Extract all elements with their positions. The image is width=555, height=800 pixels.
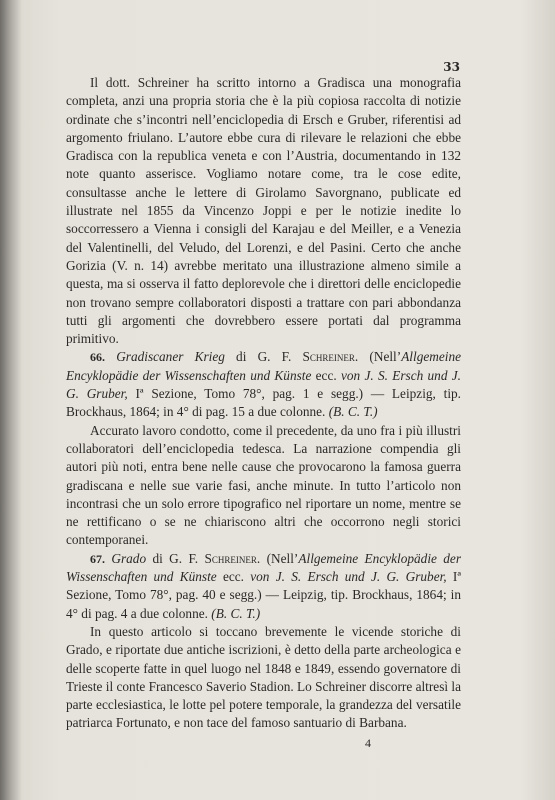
entry-after-author: . (Nell’ [354, 349, 402, 365]
entry-author-prefix: di G. F. [224, 349, 303, 365]
entry-library-sig: (B. C. T.) [328, 404, 378, 420]
entry-author: Schreiner [204, 550, 257, 566]
entry-work: Allgemeine Encyklopädie der Wissenschaften und Künste [66, 349, 461, 383]
signature-mark: 4 [365, 736, 371, 750]
entry-66-description: Accurato lavoro condotto, come il precedente, da uno fra i più illustri collaboratori dell’enciclopedia tedesca. La narrazione compendia gli autori più noti, entra bene nelle cause che provocarono la famosa guerra gradiscana e nelle sue varie fasi, anche minute. In tutto l’articolo non incontrasi che un solo errore tipografico nel riportare un nome, mentre se ne rettificano o se ne chiariscono altri che occorrono negli storici contemporanei. [66, 422, 461, 548]
paragraph-intro: Il dott. Schreiner ha scritto intorno a Gradisca una monografia completa, anzi una propria storia che è la più copiosa raccolta di notizie ordinate che s’incontri nell’enciclopedia di Ersch e Gruber, riferentisi ad argomento friulano. L’autore ebbe cura di rilevare le relazioni che ebbe Gradisca con la republica veneta e con l’Austria, documentando in 132 note quanto asserisce. Vogliamo notare come, tra le cose edite, consultasse anche le lettere di Girolamo Savorgnano, publicate ed illustrate nel 1855 da Vincenzo Joppi e per le notizie inedite lo soccorressero a Vienna i consigli del Karajau e del Meiller, e a Venezia del Valentinelli, del Veludo, del Lorenzi, e del Pasini. Certo che anche Gorizia (V. n. 14) avrebbe meritato una illustrazione almeno simile a questa, ma si osserva il fatto deplorevole che i direttori delle enciclopedie non trovano sempre collaboratori disposti a trattare con pari abbondanza tutti gli argomenti che dovrebbero essere portati dal programma primitivo. [66, 75, 461, 347]
entry-editors: von J. S. Ersch und J. G. Gruber, [66, 367, 461, 402]
entry-after-author: . (Nell’ [256, 550, 299, 566]
entry-number: 67. [90, 551, 105, 566]
entry-details: Iª Sezione, Tomo 78°, pag. 40 e segg.) — Leipzig, tip. Brockhaus, 1864; in 4° di pag. 4 a due colonne. [66, 569, 462, 621]
entry-work: Allgemeine Encyklopädie der Wissenschaften und Künste [66, 550, 462, 585]
entry-work-mid: ecc. [216, 569, 251, 585]
entry-details: Iª Sezione, Tomo 78°, pag. 1 e segg.) — Leipzig, tip. Brockhaus, 1864; in 4° di pag. 15 a due colonne. [66, 386, 461, 420]
entry-67-description: In questo articolo si toccano brevemente le vicende storiche di Grado, e riportate due antiche iscrizioni, è detto della parte archeologica e delle scoperte fatte in quel luogo nel 1848 e 1849, essendo governatore di Trieste il conte Francesco Saverio Stadion. Lo Schreiner discorre altresì la parte ecclesiastica, le lotte pel potere temporale, la grandezza del versatile patriarca Fortunato, e non tace del famoso santuario di Barbana. [66, 623, 461, 731]
entry-title: Gradiscaner Krieg [116, 349, 225, 365]
entry-editors: von J. S. Ersch und J. G. Gruber, [250, 569, 447, 585]
entry-author-prefix: di G. F. [146, 550, 205, 566]
page-number: 33 [443, 60, 460, 74]
entry-number: 66. [90, 350, 105, 365]
page-body [66, 74, 461, 733]
entry-title: Grado [111, 550, 147, 566]
entry-library-sig: (B. C. T.) [211, 605, 261, 621]
bibliography-entry-67 [66, 550, 461, 623]
bibliography-entry-66 [66, 348, 461, 421]
entry-work-mid: ecc. [311, 367, 341, 383]
entry-author: Schreiner [302, 349, 355, 365]
